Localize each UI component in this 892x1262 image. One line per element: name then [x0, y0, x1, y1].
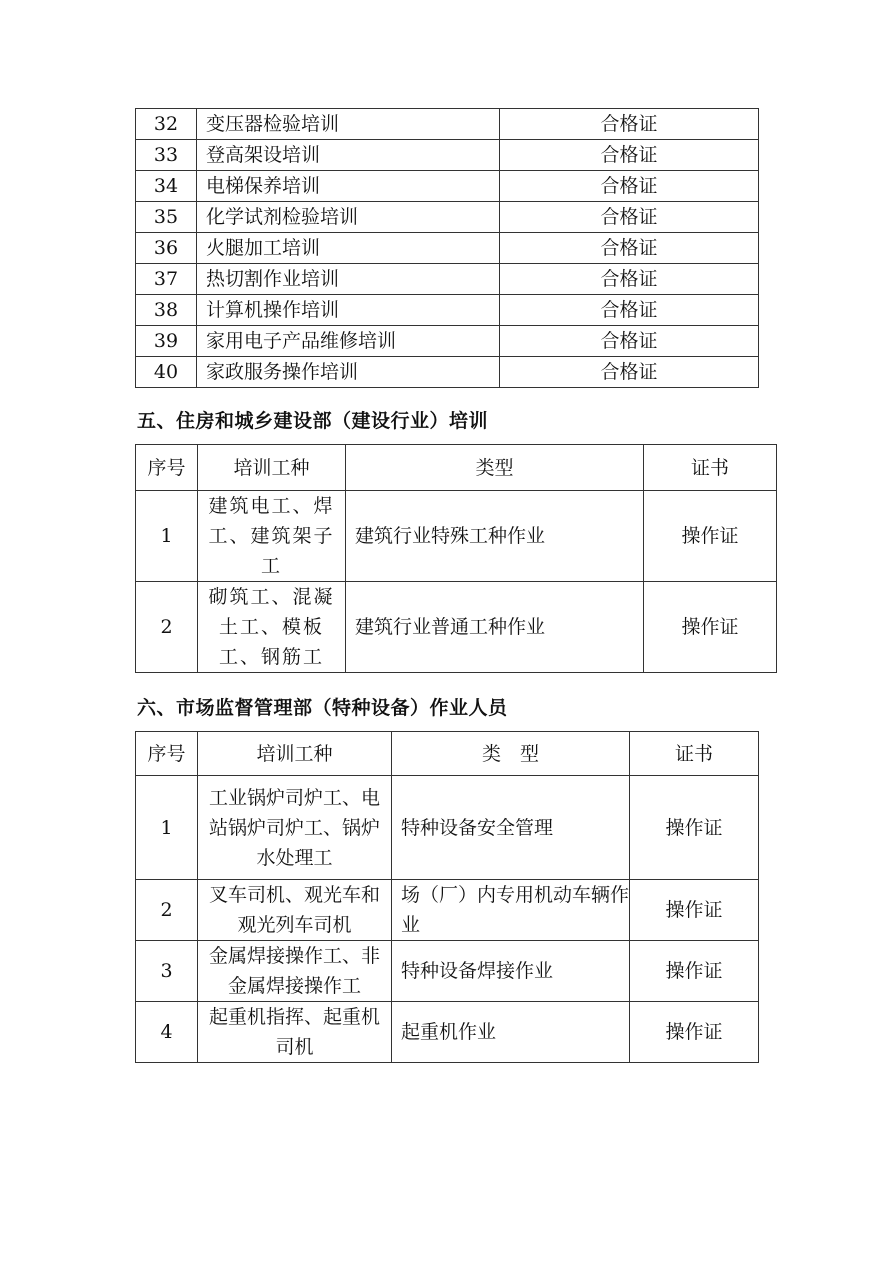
table-row	[136, 326, 759, 357]
certificate-type: 合格证	[500, 295, 759, 326]
training-table-continued	[135, 108, 759, 388]
certificate-type: 操作证	[644, 491, 777, 582]
work-type: 特种设备安全管理	[392, 776, 630, 880]
certificate-type: 操作证	[630, 941, 759, 1002]
certificate-type: 合格证	[500, 326, 759, 357]
row-number: 40	[136, 357, 197, 388]
table-row	[136, 1002, 759, 1063]
training-name: 家政服务操作培训	[197, 357, 500, 388]
row-number: 2	[136, 582, 198, 673]
row-number: 32	[136, 109, 197, 140]
training-name: 家用电子产品维修培训	[197, 326, 500, 357]
certificate-type: 合格证	[500, 109, 759, 140]
construction-training-table	[135, 444, 777, 673]
work-type: 起重机作业	[392, 1002, 630, 1063]
table-row	[136, 202, 759, 233]
table-row	[136, 264, 759, 295]
trade-names: 工业锅炉司炉工、电站锅炉司炉工、锅炉水处理工	[198, 776, 392, 880]
table-row	[136, 776, 759, 880]
column-header: 证书	[644, 445, 777, 491]
training-name: 热切割作业培训	[197, 264, 500, 295]
table-row	[136, 109, 759, 140]
table-row	[136, 171, 759, 202]
section-heading: 五、住房和城乡建设部（建设行业）培训	[137, 410, 489, 432]
certificate-type: 合格证	[500, 264, 759, 295]
training-name: 登高架设培训	[197, 140, 500, 171]
column-header: 类型	[346, 445, 644, 491]
table-row	[136, 233, 759, 264]
column-header: 序号	[136, 732, 198, 776]
row-number: 37	[136, 264, 197, 295]
column-header: 类 型	[392, 732, 630, 776]
certificate-type: 操作证	[630, 880, 759, 941]
table-row	[136, 941, 759, 1002]
certificate-type: 操作证	[630, 1002, 759, 1063]
trade-names: 建筑电工、焊工、建筑架子工	[198, 491, 346, 582]
row-number: 1	[136, 776, 198, 880]
training-name: 火腿加工培训	[197, 233, 500, 264]
certificate-type: 操作证	[644, 582, 777, 673]
row-number: 36	[136, 233, 197, 264]
row-number: 35	[136, 202, 197, 233]
certificate-type: 合格证	[500, 171, 759, 202]
column-header: 培训工种	[198, 445, 346, 491]
certificate-type: 合格证	[500, 357, 759, 388]
trade-names: 砌筑工、混凝土工、模板工、钢筋工	[198, 582, 346, 673]
training-name: 计算机操作培训	[197, 295, 500, 326]
table-row	[136, 491, 777, 582]
work-type: 场（厂）内专用机动车辆作业	[392, 880, 630, 941]
row-number: 1	[136, 491, 198, 582]
certificate-type: 合格证	[500, 202, 759, 233]
row-number: 33	[136, 140, 197, 171]
trade-names: 起重机指挥、起重机司机	[198, 1002, 392, 1063]
row-number: 4	[136, 1002, 198, 1063]
section-heading: 六、市场监督管理部（特种设备）作业人员	[137, 697, 508, 719]
training-name: 变压器检验培训	[197, 109, 500, 140]
training-name: 化学试剂检验培训	[197, 202, 500, 233]
certificate-type: 合格证	[500, 140, 759, 171]
trade-names: 叉车司机、观光车和观光列车司机	[198, 880, 392, 941]
table-row	[136, 880, 759, 941]
work-type: 建筑行业普通工种作业	[346, 582, 644, 673]
table-row	[136, 582, 777, 673]
special-equipment-table	[135, 731, 759, 1063]
column-header: 证书	[630, 732, 759, 776]
training-name: 电梯保养培训	[197, 171, 500, 202]
row-number: 2	[136, 880, 198, 941]
table-header-row	[136, 445, 777, 491]
row-number: 38	[136, 295, 197, 326]
work-type: 建筑行业特殊工种作业	[346, 491, 644, 582]
work-type: 特种设备焊接作业	[392, 941, 630, 1002]
row-number: 3	[136, 941, 198, 1002]
table-header-row	[136, 732, 759, 776]
row-number: 39	[136, 326, 197, 357]
table-row	[136, 357, 759, 388]
column-header: 序号	[136, 445, 198, 491]
certificate-type: 合格证	[500, 233, 759, 264]
trade-names: 金属焊接操作工、非金属焊接操作工	[198, 941, 392, 1002]
certificate-type: 操作证	[630, 776, 759, 880]
table-row	[136, 140, 759, 171]
table-row	[136, 295, 759, 326]
column-header: 培训工种	[198, 732, 392, 776]
row-number: 34	[136, 171, 197, 202]
